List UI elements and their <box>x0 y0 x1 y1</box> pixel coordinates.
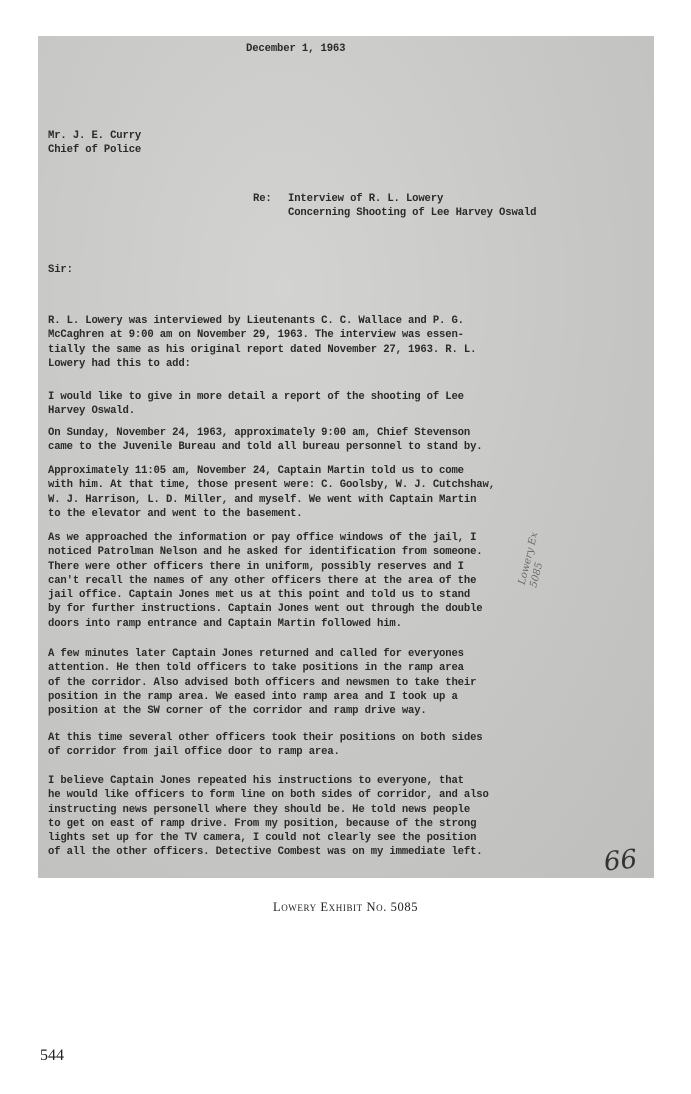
handwritten-margin-note: Lowery Ex 5085 <box>516 531 546 589</box>
page-number: 544 <box>40 1047 64 1064</box>
paragraph-5: As we approached the information or pay office windows of the jail, I noticed Patrolman Nelson and he asked for identification from someone. There were other officers there in uniform, possibly reserves and I can't recall the names of any other officers there at the area of the jail office. Captain Jones met us at this point and told us to stand by for further instructions. Captain Jones went out through the double doors into ramp entrance and Captain Martin followed him. <box>48 532 483 630</box>
paragraph-4: Approximately 11:05 am, November 24, Captain Martin told us to come with him. At that time, those present were: C. Goolsby, W. J. Cutchshaw, W. J. Harrison, L. D. Miller, and myself. We went with Captain Martin to the elevator and went to the basement. <box>48 465 495 520</box>
salutation: Sir: <box>48 264 73 276</box>
handwritten-page-number: 66 <box>602 844 639 878</box>
exhibit-caption: Lowery Exhibit No. 5085 <box>272 900 419 914</box>
paragraph-2: I would like to give in more detail a report of the shooting of Lee Harvey Oswald. <box>48 391 464 418</box>
paragraph-6: A few minutes later Captain Jones returned and called for everyones attention. He then told officers to take positions in the ramp area of the corridor. Also advised both officers and newsmen to take their position in the ramp area. We eased into ramp area and I took up a position at the SW corner of the corridor and ramp drive way. <box>48 648 477 718</box>
paragraph-1: R. L. Lowery was interviewed by Lieutenants C. C. Wallace and P. G. McCaghren at 9:00 am on November 29, 1963. The interview was essen- tially the same as his original report dated November 27, 1963. R. L. Lowery had this to add: <box>48 315 477 370</box>
letter-date: December 1, 1963 <box>246 43 346 55</box>
paragraph-3: On Sunday, November 24, 1963, approximately 9:00 am, Chief Stevenson came to the Juvenile Bureau and told all bureau personnel to stand by. <box>48 427 483 454</box>
letter-addressee: Mr. J. E. Curry Chief of Police <box>48 130 142 157</box>
subject-label: Re: <box>253 193 272 205</box>
subject-line: Interview of R. L. Lowery Concerning Shooting of Lee Harvey Oswald <box>288 193 537 220</box>
paragraph-8: I believe Captain Jones repeated his instructions to everyone, that he would like officers to form line on both sides of corridor, and also instructing news personell where they should be. He told news people to get on east of ramp drive. From my position, because of the strong lights set up for the TV camera, I could not clearly see the position of all the other officers. Detective Combest was on my immediate left. <box>48 775 489 859</box>
scanned-letter <box>38 36 654 878</box>
paragraph-7: At this time several other officers took their positions on both sides of corridor from jail office door to ramp area. <box>48 732 483 759</box>
